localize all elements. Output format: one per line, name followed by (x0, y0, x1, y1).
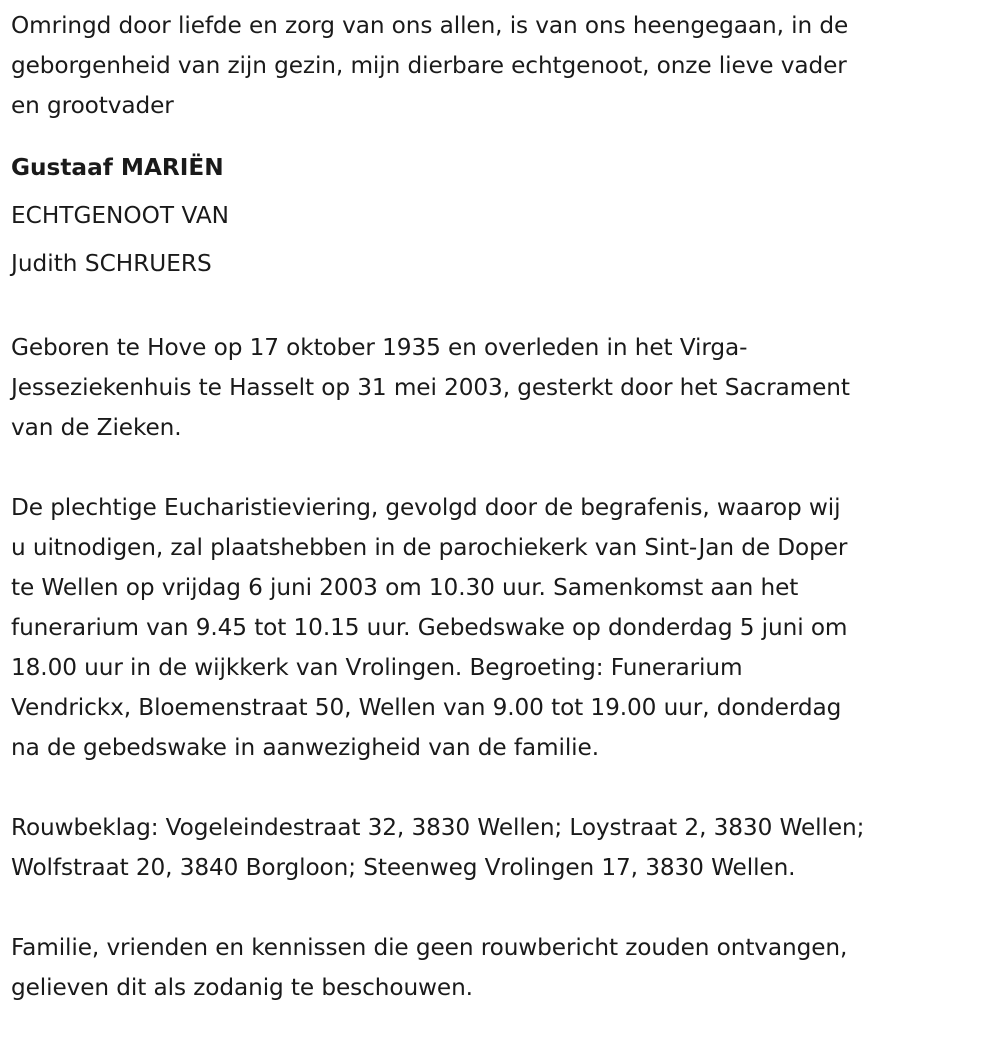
intro-paragraph (11, 6, 990, 126)
birth-death-line: Jesseziekenhuis te Hasselt op 31 mei 2003, gesterkt door het Sacrament (11, 374, 850, 401)
ceremony-line: 18.00 uur in de wijkkerk van Vrolingen. Begroeting: Funerarium (11, 654, 743, 681)
ceremony-line: na de gebedswake in aanwezigheid van de familie. (11, 734, 599, 761)
spouse-name: Judith SCHRUERS (11, 250, 212, 277)
condolences-line: Wolfstraat 20, 3840 Borgloon; Steenweg Vrolingen 17, 3830 Wellen. (11, 854, 796, 881)
intro-line: geborgenheid van zijn gezin, mijn dierbare echtgenoot, onze lieve vader (11, 52, 847, 79)
ceremony-line: funerarium van 9.45 tot 10.15 uur. Gebedswake op donderdag 5 juni om (11, 614, 848, 641)
closing-line: Familie, vrienden en kennissen die geen rouwbericht zouden ontvangen, (11, 934, 848, 961)
closing-paragraph (11, 928, 990, 1008)
ceremony-line: te Wellen op vrijdag 6 juni 2003 om 10.30 uur. Samenkomst aan het (11, 574, 799, 601)
birth-death-paragraph (11, 328, 990, 448)
ceremony-paragraph (11, 488, 990, 768)
relation-label: ECHTGENOOT VAN (11, 202, 230, 229)
intro-line: en grootvader (11, 92, 174, 119)
condolences-line: Rouwbeklag: Vogeleindestraat 32, 3830 Wellen; Loystraat 2, 3830 Wellen; (11, 814, 865, 841)
deceased-block (11, 144, 990, 288)
ceremony-line: Vendrickx, Bloemenstraat 50, Wellen van 9.00 tot 19.00 uur, donderdag (11, 694, 842, 721)
intro-line: Omringd door liefde en zorg van ons allen, is van ons heengegaan, in de (11, 12, 849, 39)
ceremony-line: u uitnodigen, zal plaatshebben in de parochiekerk van Sint-Jan de Doper (11, 534, 848, 561)
ceremony-line: De plechtige Eucharistieviering, gevolgd door de begrafenis, waarop wij (11, 494, 841, 521)
deceased-name: Gustaaf MARIËN (11, 154, 224, 181)
closing-line: gelieven dit als zodanig te beschouwen. (11, 974, 473, 1001)
birth-death-line: van de Zieken. (11, 414, 182, 441)
birth-death-line: Geboren te Hove op 17 oktober 1935 en overleden in het Virga- (11, 334, 748, 361)
condolences-paragraph (11, 808, 990, 888)
